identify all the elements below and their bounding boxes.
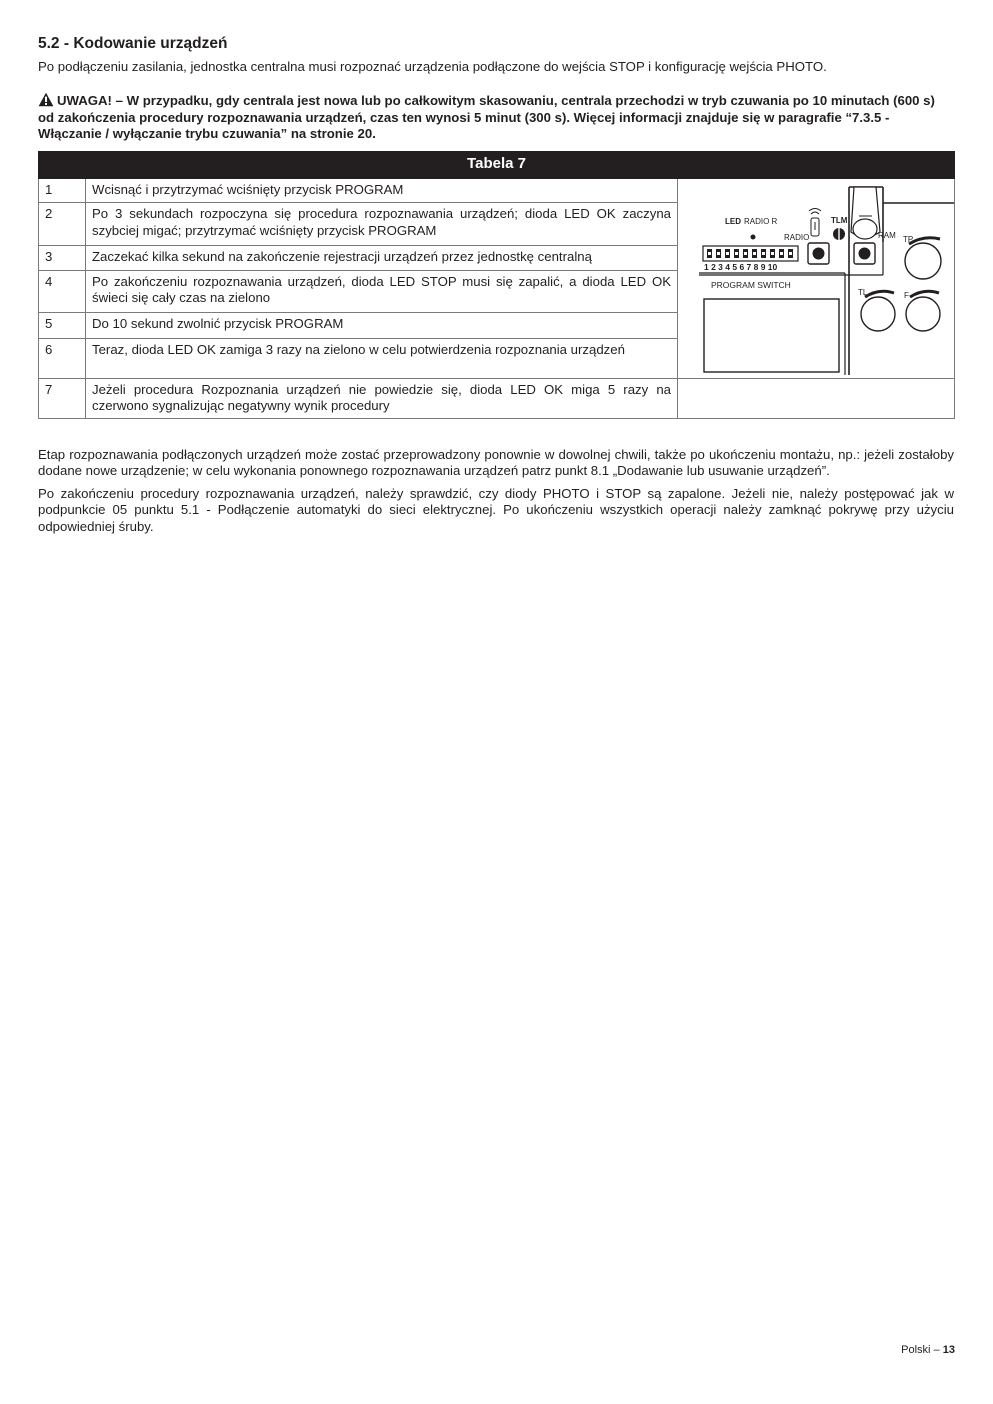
display-panel — [704, 299, 839, 372]
row-text: Jeżeli procedura Rozpoznania urządzeń nie powiedzie się, dioda LED OK miga 5 razy na czerwono sygnalizując negatywny wynik procedury — [86, 378, 678, 418]
row-text: Zaczekać kilka sekund na zakończenie rejestracji urządzeń przez jednostkę centralną — [86, 245, 678, 270]
row-text: Wcisnąć i przytrzymać wciśnięty przycisk PROGRAM — [86, 178, 678, 203]
control-board-diagram — [684, 182, 960, 375]
row-number: 6 — [39, 338, 86, 378]
paragraph-check-leds: Po zakończeniu procedury rozpoznawania urządzeń, należy sprawdzić, czy diody PHOTO i STOP są zapalone. Jeżeli nie, należy postępować jak w podpunkcie 05 punktu 5.1 - Podłączenie automatyki do sieci elektrycznej. Po ukończeniu wszystkich operacji należy zamknąć pokrywę przy użyciu odpowiedniej śruby. — [38, 485, 954, 534]
section-intro: Po podłączeniu zasilania, jednostka centralna musi rozpoznać urządzenia podłączone do wejścia STOP i konfigurację wejścia PHOTO. — [38, 59, 827, 74]
footer-language: Polski – — [901, 1344, 940, 1356]
row-number: 4 — [39, 270, 86, 313]
section-title: 5.2 - Kodowanie urządzeń — [38, 35, 228, 52]
tl-button — [861, 291, 895, 331]
tl-label: TL — [858, 287, 868, 297]
page-number: 13 — [942, 1344, 955, 1356]
row-text: Po 3 sekundach rozpoczyna się procedura rozpoznawania urządzeń; dioda LED OK zaczyna szybciej migać; przytrzymać wciśnięty przycisk PROGRAM — [86, 203, 678, 246]
led-indicator — [751, 234, 756, 239]
f-button — [906, 291, 940, 331]
tlm-icon — [833, 227, 845, 241]
row-number: 3 — [39, 245, 86, 270]
row-number: 7 — [39, 378, 86, 418]
page-content — [38, 34, 954, 535]
led-label: LED — [725, 216, 741, 226]
empty-cell — [678, 378, 955, 418]
tp-button — [903, 234, 941, 278]
dip-numbers: 1 2 3 4 5 6 7 8 9 10 — [704, 261, 778, 272]
warning-note — [38, 92, 954, 143]
radio-r-label: RADIO R — [744, 216, 778, 226]
row-number: 1 — [39, 178, 86, 203]
row-number: 5 — [39, 313, 86, 338]
warning-triangle-icon — [38, 92, 54, 107]
row-number: 2 — [39, 203, 86, 246]
tlm-label: TLM — [831, 215, 848, 225]
table-row — [39, 178, 955, 203]
paragraph-redetection: Etap rozpoznawania podłączonych urządzeń może zostać przeprowadzony ponownie w dowolnej chwili, także po ukończeniu montażu, np.: jeżeli zostałoby dodane nowe urządzenie; w celu wykonania ponownego rozpoznawania urządzeń patrz punkt 8.1 „Dodawanie lub usuwanie urządzeń”. — [38, 446, 954, 478]
control-board-figure-cell — [678, 178, 955, 378]
radio-remote-icon — [809, 208, 821, 236]
tp-label: TP — [903, 234, 914, 244]
f-label: F — [904, 290, 909, 300]
page-footer — [901, 1344, 955, 1356]
table-title: Tabela 7 — [39, 151, 955, 178]
row-text: Po zakończeniu rozpoznawania urządzeń, dioda LED STOP musi się zapalić, a dioda LED OK świeci się cały czas na zielono — [86, 270, 678, 313]
ram-label: RAM — [878, 230, 896, 240]
dip-switch-block — [703, 246, 798, 261]
table-7 — [38, 151, 955, 419]
program-switch-label: PROGRAM SWITCH — [711, 279, 791, 290]
radio-label: RADIO — [784, 232, 810, 242]
warning-text: UWAGA! – W przypadku, gdy centrala jest nowa lub po całkowitym skasowaniu, centrala przechodzi w tryb czuwania po 10 minutach (600 s) od zakończenia procedury rozpoznawania urządzeń, czas ten wynosi 5 minut (300 s). Więcej informacji znajduje się w paragrafie “7.3.5 - Włączanie / wyłączanie trybu czuwania” na stronie 20. — [38, 93, 935, 141]
table-row — [39, 378, 955, 418]
row-text: Teraz, dioda LED OK zamiga 3 razy na zielono w celu potwierdzenia rozpoznania urządzeń — [86, 338, 678, 378]
row-text: Do 10 sekund zwolnić przycisk PROGRAM — [86, 313, 678, 338]
